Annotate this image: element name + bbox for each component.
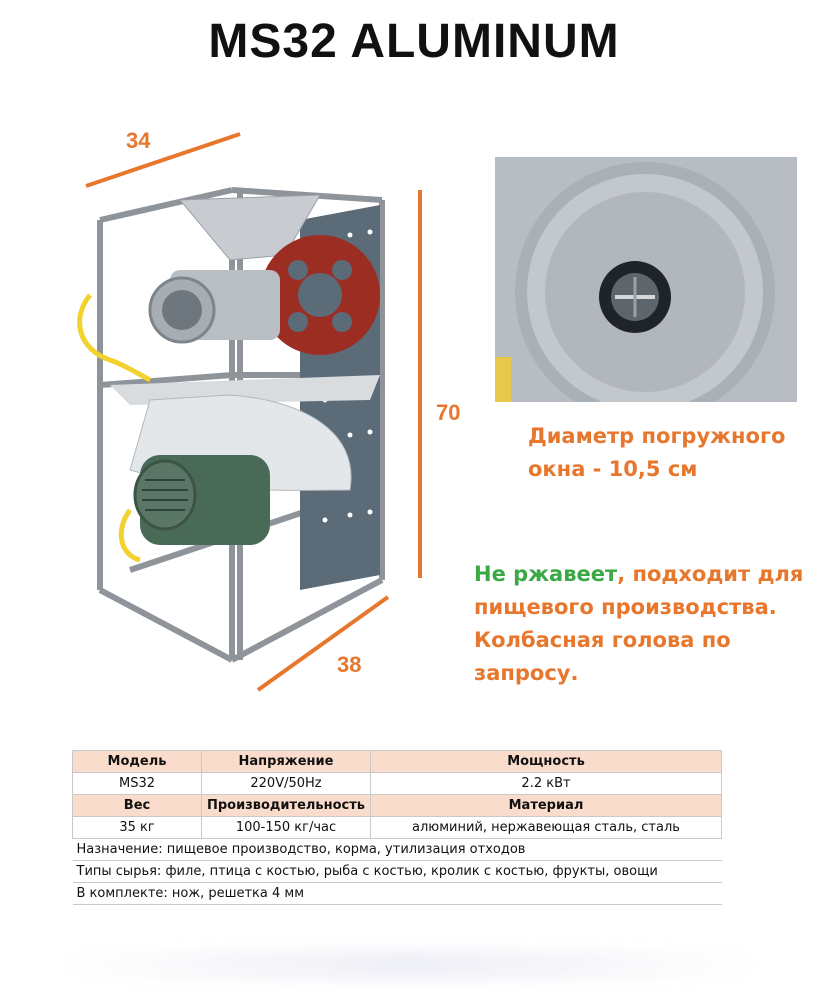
model-header: Модель (73, 751, 202, 773)
material-header: Материал (371, 795, 722, 817)
capacity-header: Производительность (202, 795, 371, 817)
meat-grinder-photo (70, 160, 410, 700)
feature-line3: Колбасная голова по (474, 628, 731, 652)
weight-value: 35 кг (73, 817, 202, 839)
spec-table (72, 750, 722, 905)
table-row (73, 839, 722, 861)
table-row (73, 883, 722, 905)
window-caption-line1: Диаметр погружного (528, 424, 786, 448)
capacity-value: 100-150 кг/час (202, 817, 371, 839)
product-title: MS32 ALUMINUM (208, 15, 620, 68)
funnel-window-photo (495, 157, 797, 402)
depth-label: 34 (126, 128, 151, 153)
blurred-footer (60, 950, 760, 980)
table-row (73, 817, 722, 839)
feature-line1-rest: , подходит для (617, 562, 804, 586)
height-label: 70 (436, 400, 461, 425)
power-value: 2.2 кВт (371, 773, 722, 795)
table-row (73, 795, 722, 817)
feature-text (474, 558, 803, 690)
voltage-header: Напряжение (202, 751, 371, 773)
voltage-value: 220V/50Hz (202, 773, 371, 795)
table-row (73, 751, 722, 773)
feature-line2: пищевого производства. (474, 595, 777, 619)
model-value: MS32 (73, 773, 202, 795)
table-row (73, 773, 722, 795)
power-header: Мощность (371, 751, 722, 773)
weight-header: Вес (73, 795, 202, 817)
rustproof-text: Не ржавеет (474, 562, 618, 586)
table-row (73, 861, 722, 883)
window-caption-line2: окна - 10,5 см (528, 457, 698, 481)
feature-line4: запросу. (474, 661, 579, 685)
window-diameter-caption (528, 420, 785, 486)
feature-line1 (474, 558, 803, 591)
width-label: 38 (337, 652, 362, 677)
kit-text: В комплекте: нож, решетка 4 мм (73, 883, 722, 905)
purpose-text: Назначение: пищевое производство, корма, утилизация отходов (73, 839, 722, 861)
raw-types-text: Типы сырья: филе, птица с костью, рыба с костью, кролик с костью, фрукты, овощи (73, 861, 722, 883)
material-value: алюминий, нержавеющая сталь, сталь (371, 817, 722, 839)
